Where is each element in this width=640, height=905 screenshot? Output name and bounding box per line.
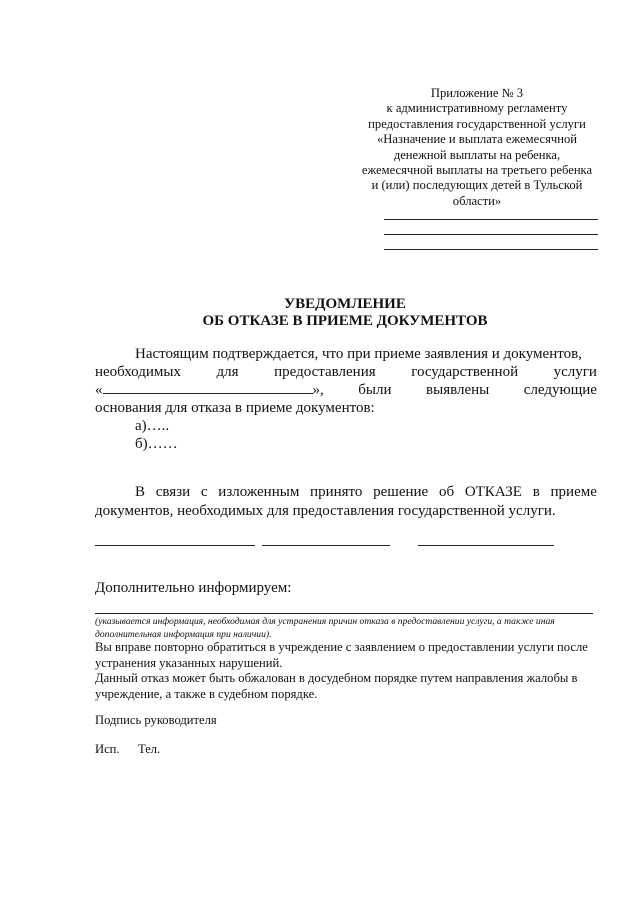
quote-open: «: [95, 382, 103, 398]
word: необходимых: [95, 364, 181, 380]
paragraph-decision: [95, 483, 597, 521]
appendix-line: денежной выплаты на ребенка,: [393, 147, 561, 162]
paragraph-line-justified: [95, 483, 597, 502]
executor-label: Исп.: [95, 742, 120, 756]
word: выявлены: [426, 382, 490, 398]
signature-position-line: [95, 545, 255, 546]
word: об: [438, 484, 455, 500]
paragraph-line-justified: [95, 363, 597, 381]
signature-line: [262, 545, 390, 546]
title-line-1: УВЕДОМЛЕНИЕ: [284, 296, 406, 312]
word: ОТКАЗЕ: [464, 484, 522, 500]
appendix-line: предоставления государственной услуги: [368, 116, 586, 131]
title-line-2: ОБ ОТКАЗЕ В ПРИЕМЕ ДОКУМЕНТОВ: [202, 313, 488, 329]
additional-info-blank-line: [95, 613, 593, 614]
quote-close: »,: [312, 382, 324, 398]
appendix-header: [352, 86, 602, 209]
word: решение: [373, 484, 429, 500]
blank-line: [384, 234, 598, 235]
paragraph-line: документов, необходимых для предоставления государственной услуги.: [95, 503, 556, 519]
list-item-b: б)……: [135, 436, 178, 452]
appendix-line: к административному регламенту: [386, 101, 568, 116]
word: для: [216, 364, 239, 380]
reapply-text: Вы вправе повторно обратиться в учреждение с заявлением о предоставлении услуги после устранения указанных нарушений.: [95, 640, 588, 670]
blank-line: [384, 249, 598, 250]
word: были: [358, 382, 392, 398]
addressee-blank-lines: [384, 219, 598, 264]
word: предоставления: [274, 364, 376, 380]
paragraph-line: Настоящим подтверждается, что при приеме заявления и документов,: [135, 346, 582, 362]
blank-line: [384, 219, 598, 220]
word: изложенным: [218, 484, 300, 500]
appendix-line: области»: [452, 193, 502, 208]
word: следующие: [523, 382, 597, 398]
word: государственной: [411, 364, 519, 380]
word: приеме: [550, 484, 597, 500]
word: связи: [155, 484, 191, 500]
word: услуги: [553, 364, 597, 380]
head-signature-label: Подпись руководителя: [95, 713, 217, 727]
phone-label: Тел.: [138, 742, 161, 756]
paragraph-confirmation: [95, 345, 597, 453]
appeal-text: Данный отказ может быть обжалован в досудебном порядке путем направления жалобы в учреждение, а также в судебном порядке.: [95, 671, 578, 701]
appendix-line: «Назначение и выплата ежемесячной: [377, 132, 577, 147]
appendix-number: Приложение № 3: [430, 86, 524, 100]
word: В: [135, 484, 146, 500]
list-item-a: а)…..: [135, 418, 170, 434]
appendix-line: ежемесячной выплаты на третьего ребенка: [361, 163, 593, 178]
word: с: [200, 484, 208, 500]
additional-info-note: (указывается информация, необходимая для устранения причин отказа в предоставлении услуги, а также иная дополнительная информация при наличии).: [95, 616, 555, 640]
additional-info-label: Дополнительно информируем:: [95, 580, 292, 596]
blank-field: [103, 381, 313, 394]
word: в: [532, 484, 540, 500]
word: принято: [310, 484, 363, 500]
signature-name-line: [418, 545, 554, 546]
service-name-blank: [95, 381, 324, 399]
document-title: [95, 296, 595, 330]
appendix-line: и (или) последующих детей в Тульской: [371, 178, 583, 193]
paragraph-line: основания для отказа в приеме документов:: [95, 400, 375, 416]
paragraph-line-justified: [95, 381, 597, 399]
